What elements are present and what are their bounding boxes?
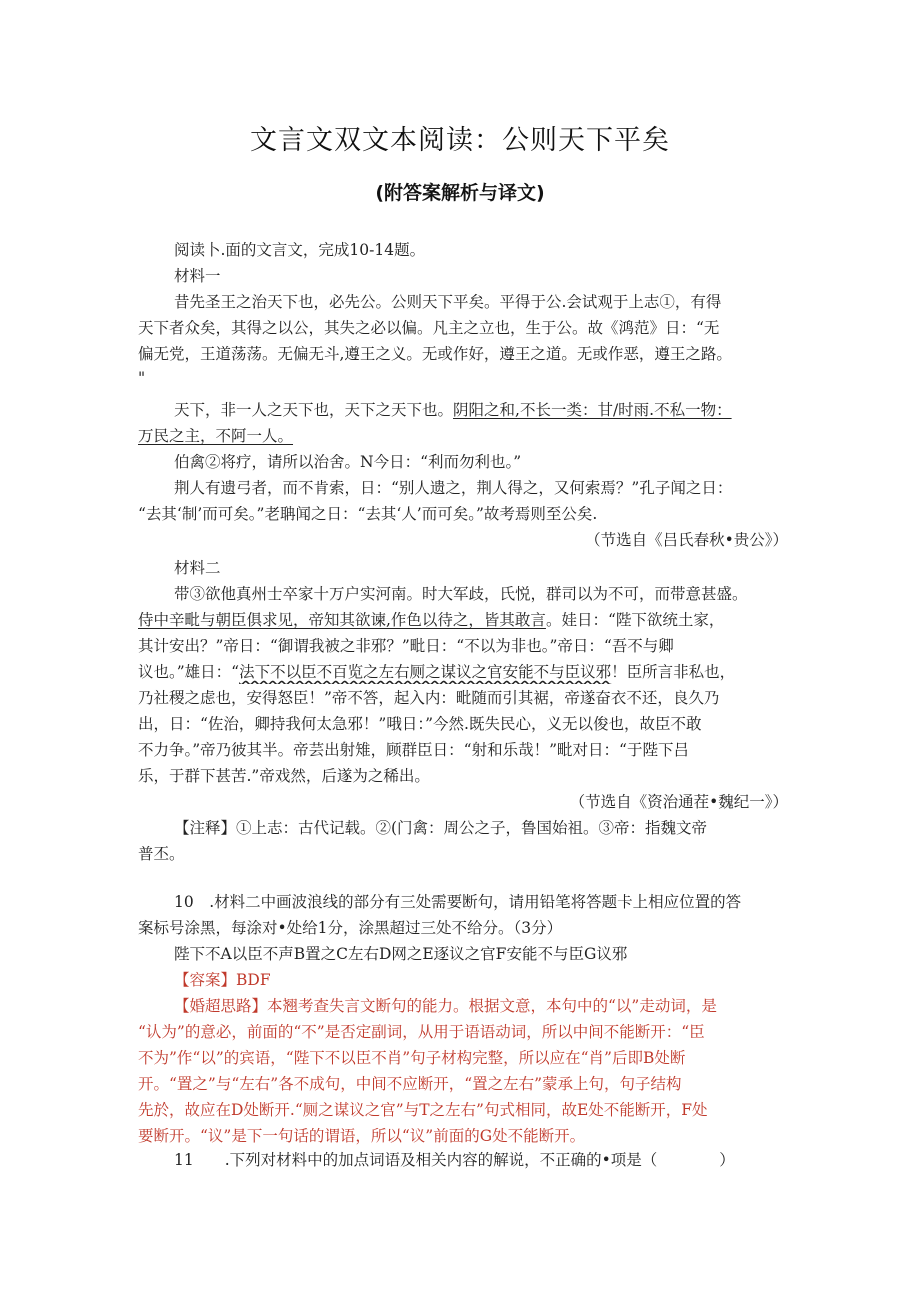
- question-11: 11 .下列对材料中的加点词语及相关内容的解说，不正确的•项是（ ）: [174, 1151, 735, 1169]
- passage-line: 伯禽②将疗，请所以治舍。N今日：“利而勿利也。”: [174, 453, 522, 471]
- passage-line: [138, 398, 824, 422]
- annotation-note: 【注释】①上志：古代记载。②(门禽：周公之子，鲁国始祖。③帝：指魏文帝: [174, 819, 708, 837]
- passage-line: [138, 608, 788, 632]
- answer-key: 【容案】BDF: [174, 971, 271, 989]
- passage-line: 乃社稷之虑也，安得怒臣！”帝不答，起入内：毗随而引其裾，帝遂奋衣不还，良久乃: [138, 689, 720, 707]
- passage-line: [138, 424, 788, 448]
- passage-line: 不力争。”帝乃彼其半。帝芸出射雉，顾群臣日：“射和乐哉！”毗对日：“于陛下吕: [138, 741, 689, 759]
- passage-text: 议也。”雄日：“: [138, 663, 240, 681]
- passage-line: 其计安出？”帝日：“御谓我被之非邪？”毗日：“不以为非也。”帝日：“吾不与卿: [138, 637, 674, 655]
- answer-analysis: “认为”的意必，前面的“不”是否定副词，从用于语语动词，所以中间不能断开：“臣: [138, 1023, 705, 1041]
- answer-analysis: 先於，故应在D处断开.“厕之谋议之官”与T之左右”句式相同，故E处不能断开，F处: [138, 1101, 708, 1119]
- question-10: 案标号涂黑，每涂对•处给1分，涂黑超过三处不给分。（3分）: [138, 919, 563, 937]
- passage-line: 荆人有遗弓者，而不肯索，日：“别人遗之，荆人得之，又何索焉？”孔子闻之日：: [174, 479, 733, 497]
- answer-analysis: 要断开。“议”是下一句话的谓语，所以“议”前面的G处不能断开。: [138, 1127, 586, 1145]
- document-subtitle: (附答案解析与译文): [375, 182, 545, 204]
- material-one-label: 材料一: [174, 267, 221, 285]
- passage-line: “去其‘制’而可矣。”老聃闻之日：“去其‘人’而可矣。”故考焉则至公矣.: [138, 505, 598, 523]
- answer-analysis: 开。“置之”与“左右”各不成句，中间不应断开，“置之左右”蒙承上句，句子结构: [138, 1075, 682, 1093]
- material-two-label: 材料二: [174, 559, 221, 577]
- source-citation: （节选自《资治通茬•魏纪一》）: [569, 793, 788, 811]
- passage-line: 带③欲他真州士卒家十万户实河南。时大军歧，氏悦，群司以为不可，而带意甚盛。: [174, 585, 748, 603]
- passage-line: [138, 660, 788, 684]
- wavy-underlined-sentence: 法下不以臣不百览之左右厕之谋议之官安能不与臣议邪: [239, 663, 612, 681]
- passage-text: 。娃日：“陛下欲统土家，: [545, 611, 725, 629]
- underlined-sentence: 阴阳之和,不长一类：甘/时雨.不私一物：: [453, 401, 732, 419]
- underlined-sentence: 万民之主，不阿一人。: [138, 427, 294, 445]
- passage-text: ！臣所言非私也，: [611, 663, 736, 681]
- document-title: 文言文双文本阅读：公则天下平矣: [250, 125, 670, 156]
- passage-line: 昔先圣王之治天下也，必先公。公则天下平矣。平得于公.会试观于上志①，有得: [174, 293, 722, 311]
- passage-line: 出，日：“佐治，卿持我何太急邪！”哦日：”今然.既失民心，义无以俊也，故臣不敢: [138, 715, 702, 733]
- passage-line: 乐，于群下甚苦.”帝戏然，后遂为之稀出。: [138, 767, 430, 785]
- answer-analysis: 不为”作“以”的宾语，“陛下不以臣不肖”句子材构完整，所以应在“肖”后即B处断: [138, 1049, 686, 1067]
- underlined-sentence: 侍中辛毗与朝臣俱求见，帝知其欲谏,作色以待之，皆其敢言: [138, 611, 546, 629]
- answer-analysis: 【婚超思路】本翘考查失言文断句的能力。根据文意，本句中的“以”走动词，是: [174, 997, 717, 1015]
- passage-line: 偏无党，王道荡荡。无偏无斗,遵王之义。无或作好，遵王之道。无或作恶，遵王之路。: [138, 345, 732, 363]
- passage-line: 天下者众矣，其得之以公，其失之必以偏。凡主之立也，生于公。故《鸿范》日：“无: [138, 319, 720, 337]
- reading-instruction: 阅读卜.面的文言文，完成10-14题。: [174, 241, 426, 259]
- annotation-note: 普丕。: [138, 845, 185, 863]
- passage-text: 天下，非一人之天下也，天下之天下也。: [174, 401, 454, 419]
- question-10-sentence: 陛下不A以臣不声B置之C左右D网之E逐议之官F安能不与臣G议邪: [174, 945, 628, 963]
- question-10: 10 .材料二中画波浪线的部分有三处需要断句，请用铅笔将答题卡上相应位置的答: [174, 893, 742, 911]
- passage-line: ": [138, 369, 146, 387]
- source-citation: （节选自《吕氏春秋•贵公》）: [585, 531, 788, 549]
